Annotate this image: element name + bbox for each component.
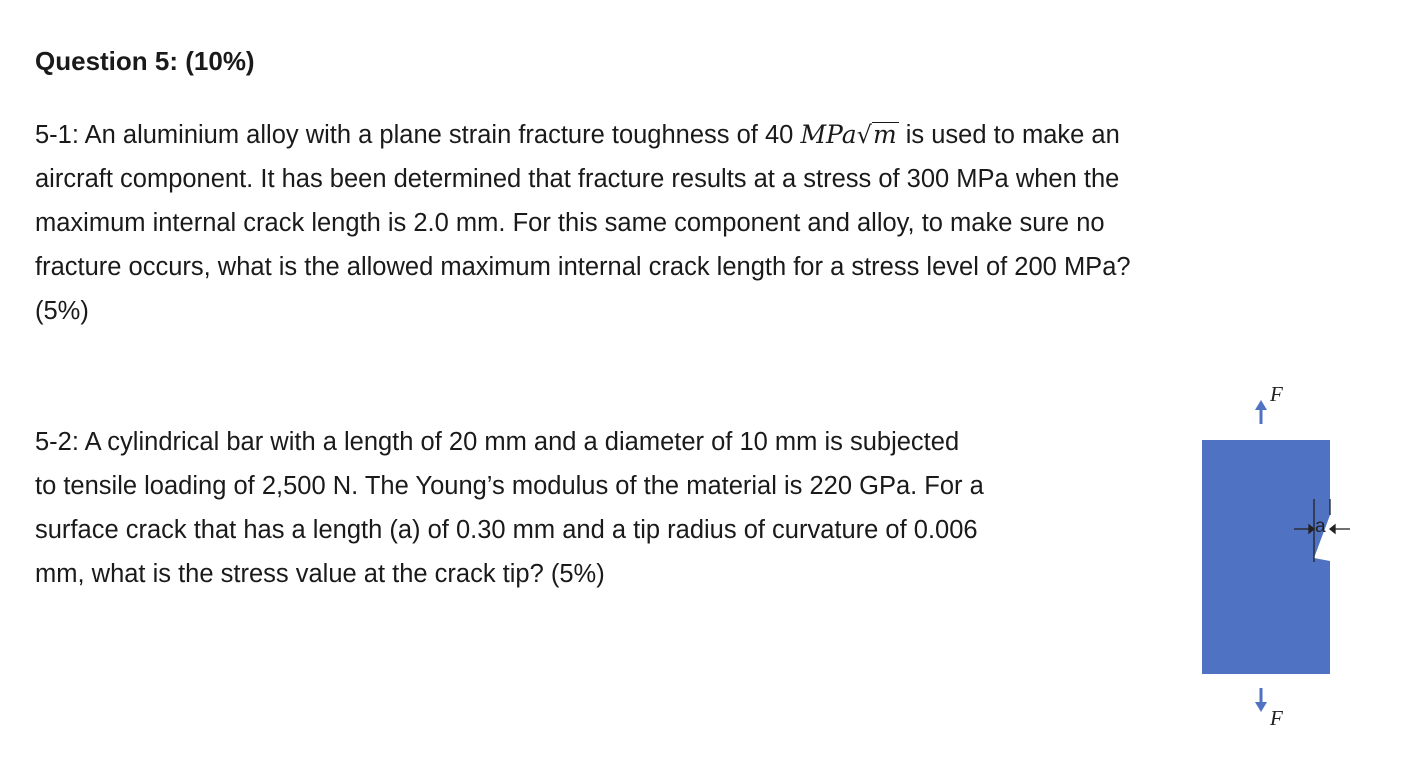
question-5-1-text bbox=[35, 113, 1131, 333]
bottom-force-arrow bbox=[1255, 688, 1267, 712]
question-5-1-line-2: aircraft component. It has been determined that fracture results at a stress of 300 MPa when the bbox=[35, 165, 1120, 193]
top-force-label: F bbox=[1270, 382, 1283, 406]
top-force-arrow bbox=[1255, 400, 1267, 424]
square-root-expression: √m bbox=[856, 120, 897, 149]
question-5-2-line-2: to tensile loading of 2,500 N. The Young’s modulus of the material is 220 GPa. For a bbox=[35, 472, 984, 500]
crack-bar-svg bbox=[1190, 372, 1380, 742]
square-root-symbol: √ bbox=[856, 121, 872, 149]
bottom-force-label: F bbox=[1270, 706, 1283, 730]
question-heading: Question 5: (10%) bbox=[35, 46, 255, 76]
question-5-2-line-4: mm, what is the stress value at the crack tip? (5%) bbox=[35, 560, 605, 588]
question-5-1-line-4: fracture occurs, what is the allowed maximum internal crack length for a stress level of 200 MPa? bbox=[35, 253, 1131, 281]
question-5-2-text bbox=[35, 420, 984, 596]
question-5-2-line-1: 5-2: A cylindrical bar with a length of 20 mm and a diameter of 10 mm is subjected bbox=[35, 428, 960, 456]
fracture-toughness-unit: MPa√m bbox=[800, 120, 898, 149]
cylindrical-bar bbox=[1202, 440, 1330, 674]
crack-bar-diagram bbox=[1190, 372, 1380, 742]
crack-length-label: a bbox=[1315, 516, 1326, 537]
question-5-1-line-3: maximum internal crack length is 2.0 mm. For this same component and alloy, to make sure no bbox=[35, 209, 1105, 237]
question-5-2-line-3: surface crack that has a length (a) of 0.30 mm and a tip radius of curvature of 0.006 bbox=[35, 516, 978, 544]
question-5-1-line-5: (5%) bbox=[35, 297, 89, 325]
question-5-1-line-1: 5-1: An aluminium alloy with a plane strain fracture toughness of 40 MPa√m is used to make an bbox=[35, 113, 1131, 157]
